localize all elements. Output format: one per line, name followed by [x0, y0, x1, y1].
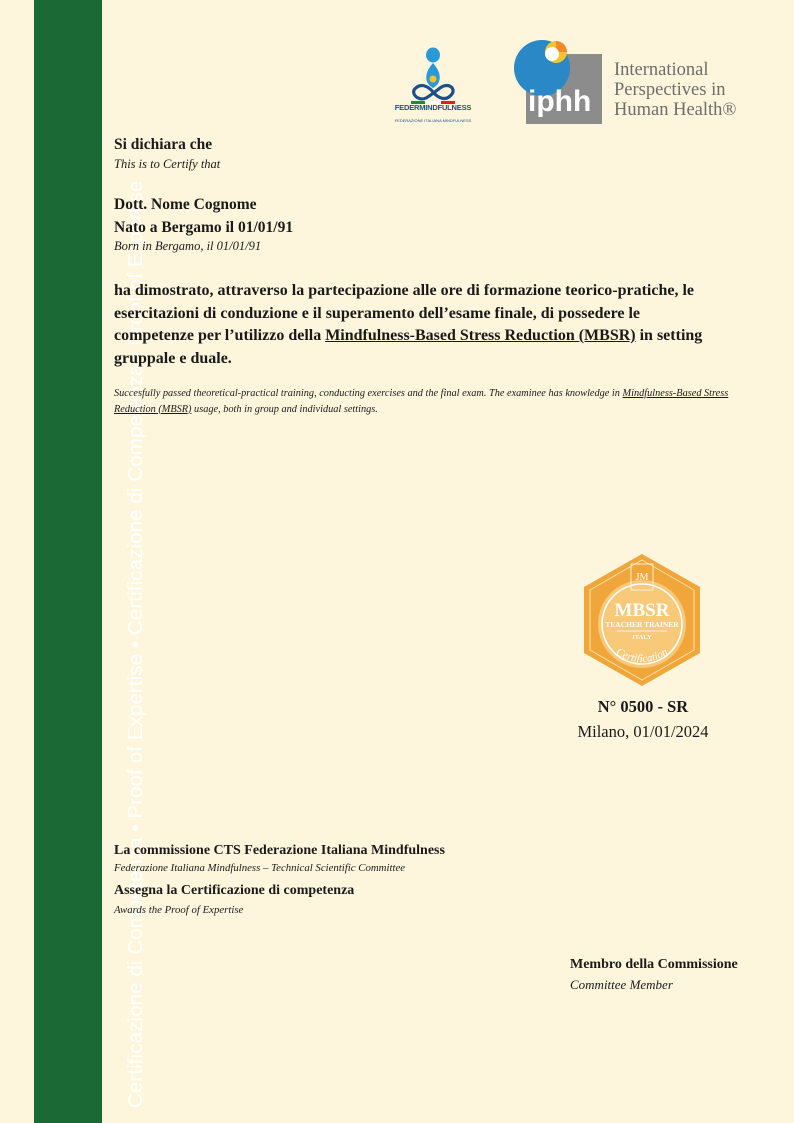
recipient-name: Dott. Nome Cognome — [114, 196, 257, 213]
federmindfulness-subtitle: FEDERAZIONE ITALIANA MINDFULNESS — [394, 118, 472, 123]
statement-it-part1: ha dimostrato, attraverso la partecipazione alle ore di formazione teorico-pratiche, le esercitazioni di conduzione e il superamento dell’esame finale, di possedere le competenze per l’utilizzo della — [114, 282, 694, 344]
birth-info-it: Nato a Bergamo il 01/01/91 — [114, 219, 294, 236]
badge-emblem: JM — [635, 572, 649, 583]
statement-en-part2: usage, both in group and individual settings. — [191, 403, 378, 415]
commission-line1-it: La commissione CTS Federazione Italiana Mindfulness — [114, 843, 445, 858]
meditation-figure-icon — [384, 46, 482, 104]
iphh-org-line1: International — [614, 60, 709, 80]
badge-arc-text: Certification — [614, 645, 670, 666]
statement-it-mbsr: Mindfulness-Based Stress Reduction (MBSR) — [325, 327, 636, 344]
badge-line1: TEACHER TRAINER — [605, 620, 679, 629]
certificate-number: N° 0500 - SR — [597, 697, 689, 716]
statement-en-mbsr: Mindfulness-Based Stress Reduction (MBSR) — [114, 388, 729, 415]
commission-line1-en: Federazione Italiana Mindfulness – Technical Scientific Committee — [114, 862, 406, 874]
side-band-text: Certificazione di Competenza • Proof of Expertise • Certificazione di Competenza • Proof of Expertise — [124, 180, 147, 1108]
side-band — [34, 0, 147, 1123]
certificate-place-date: Milano, 01/01/2024 — [577, 722, 709, 741]
federmindfulness-name: FEDERMINDFULNESS — [394, 103, 472, 112]
badge-line2: ITALY — [632, 634, 652, 641]
federmindfulness-logo — [384, 46, 482, 130]
badge-title: MBSR — [614, 600, 670, 621]
hexagon-badge-icon — [581, 552, 703, 688]
statement-en — [114, 386, 734, 417]
statement-it — [114, 280, 704, 370]
heading-en: This is to Certify that — [114, 157, 221, 171]
mbsr-certification-badge — [581, 552, 703, 688]
commission-line2-en: Awards the Proof of Expertise — [114, 904, 244, 916]
statement-it-part2: in setting gruppale e duale. — [114, 327, 703, 367]
heading-it: Si dichiara che — [114, 136, 213, 153]
member-title-it: Membro della Commissione — [570, 957, 738, 972]
iphh-wordmark: iphh — [528, 85, 592, 118]
iphh-org-name — [614, 60, 736, 120]
commission-line2-it: Assegna la Certificazione di competenza — [114, 883, 355, 898]
iphh-org-line2: Perspectives in — [614, 80, 726, 100]
iphh-emblem-icon — [512, 38, 604, 126]
iphh-org-line3: Human Health® — [614, 100, 737, 120]
statement-en-part1: Succesfully passed theoretical-practical training, conducting exercises and the final exam. The examinee has knowledge in — [114, 388, 623, 399]
birth-info-en: Born in Bergamo, il 01/01/91 — [114, 239, 262, 253]
iphh-logo — [512, 38, 604, 126]
member-title-en: Committee Member — [570, 977, 673, 992]
